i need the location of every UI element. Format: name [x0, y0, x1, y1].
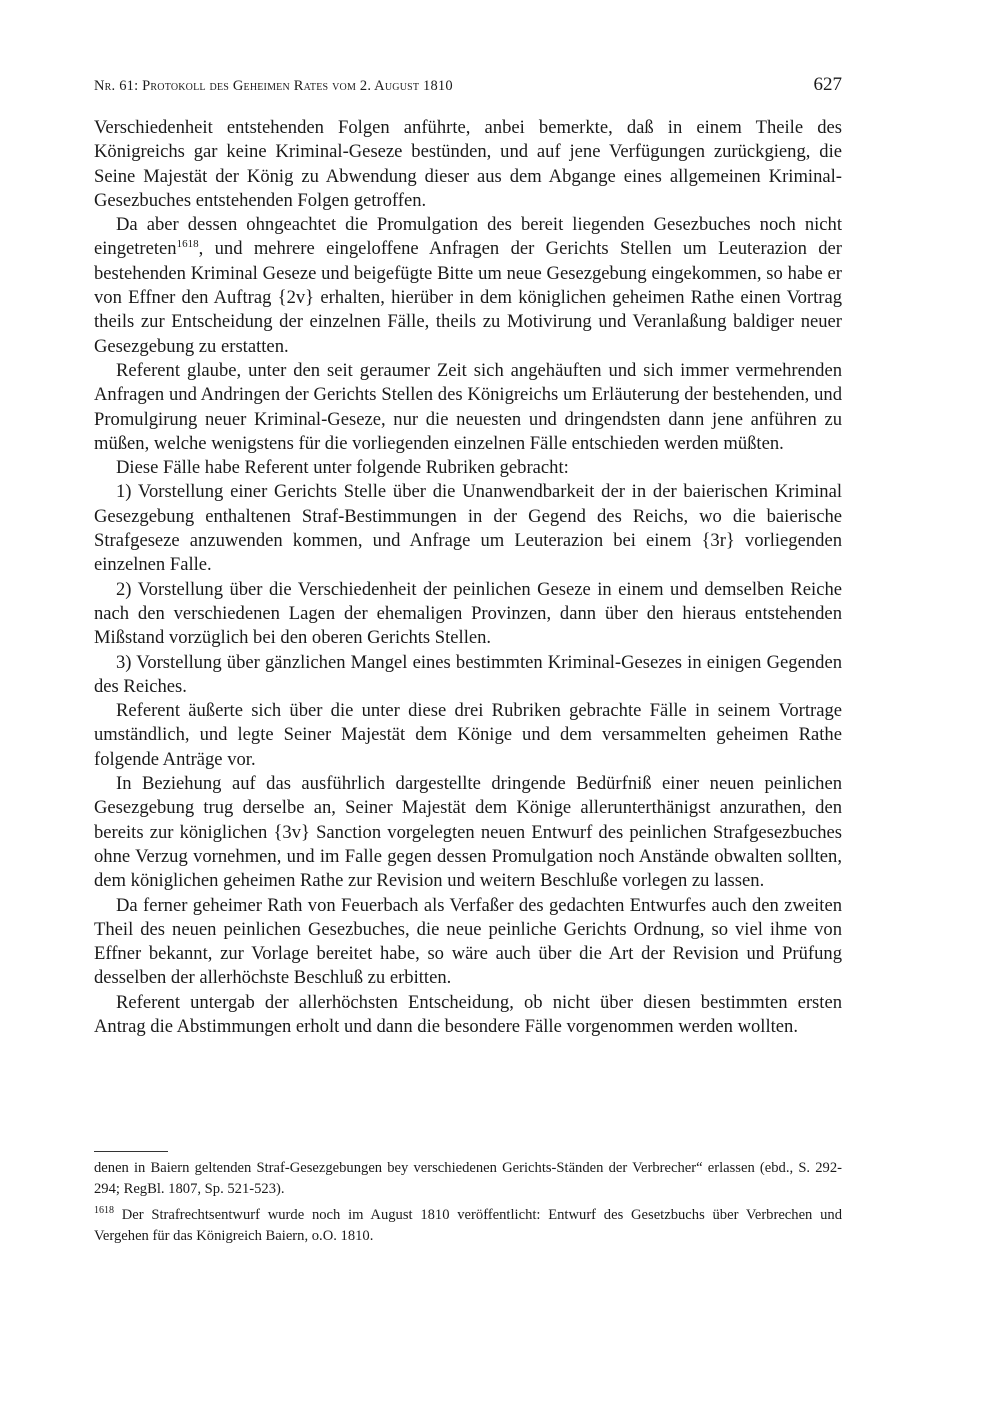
footnotes: [94, 1158, 842, 1252]
footnote-divider: [94, 1151, 168, 1152]
running-title: Nr. 61: Protokoll des Geheimen Rates vom 2. August 1810: [94, 78, 453, 94]
paragraph-text: , und mehrere eingeloffene Anfragen der Gerichts Stellen um Leuterazion der bestehenden Kriminal Geseze und beigefügte Bitte um neue Gesezgebung eingekommen, so habe er von Effner den Auftrag {2v} erhalten, hierüber in dem königlichen geheimen Rathe einen Vortrag theils zur Entscheidung der einzelnen Fälle, theils zu Motivirung und Veranlaßung baldiger neuer Gesezgebung zu erstatten.: [94, 238, 842, 357]
paragraph: In Beziehung auf das ausführlich dargestellte dringende Bedürfniß einer neuen peinlichen Gesezgebung trug derselbe an, Seiner Majestät dem Könige allerunterthänigst anzurathen, den bereits zur königlichen {3v} Sanction vorgelegten neuen Entwurf des peinlichen Strafgesezbuches ohne Verzug vornehmen, und im Falle gegen dessen Promulgation noch Anstände obwalten sollten, dem königlichen geheimen Rathe zur Revision und weitern Beschluße vorlegen zu lassen.: [94, 773, 842, 892]
footnote-continuation: denen in Baiern geltenden Straf-Gesezgebungen bey verschiedenen Gerichts-Ständen der Verbrecher“ erlassen (ebd., S. 292-294; RegBl. 1807, Sp. 521-523).: [94, 1160, 842, 1197]
paragraph: 2) Vorstellung über die Verschiedenheit der peinlichen Geseze in einem und demselben Reiche nach den verschiedenen Lagen der ehemaligen Provinzen, dann über den hieraus entstehenden Mißstand vorzüglich bei den oberen Gerichts Stellen.: [94, 578, 842, 649]
footnote-text: Der Strafrechtsentwurf wurde noch im August 1810 veröffentlicht: Entwurf des Gesetzbuchs über Verbrechen und Vergehen für das Königreich Baiern, o.O. 1810.: [94, 1207, 842, 1244]
paragraph: [94, 213, 842, 359]
paragraph: 3) Vorstellung über gänzlichen Mangel eines bestimmten Kriminal-Gesezes in einigen Gegenden des Reiches.: [94, 651, 842, 697]
main-text: [94, 116, 842, 1039]
footnote-1618: [94, 1205, 842, 1246]
paragraph: 1) Vorstellung einer Gerichts Stelle über die Unanwendbarkeit der in der baierischen Kriminal Gesezgebung enthaltenen Straf-Bestimmungen in der Gegend des Reichs, wo die baierische Strafgeseze anzuwenden kommen, und Anfrage um Leuterazion bei einem {3r} vorliegenden einzelnen Falle.: [94, 481, 842, 576]
footnote-number: 1618: [94, 1205, 114, 1217]
paragraph: Da ferner geheimer Rath von Feuerbach als Verfaßer des gedachten Entwurfes auch den zweiten Theil des neuen peinlichen Gesezbuches, die neue peinliche Gerichts Ordnung, so viel ihme von Effner bekannt, zur Vorlage bereitet habe, so wäre auch über die Art der Revision und Prüfung desselben der allerhöchste Beschluß zu erbitten.: [94, 894, 842, 989]
page-number: 627: [813, 74, 842, 95]
footnote-marker[interactable]: 1618: [176, 238, 199, 251]
page-header: [94, 74, 842, 100]
paragraph: Referent untergab der allerhöchsten Entscheidung, ob nicht über diesen bestimmten ersten Antrag die Abstimmungen erholt und dann die besondere Fälle vorgenommen werden wollten.: [94, 991, 842, 1037]
paragraph: Verschiedenheit entstehenden Folgen anführte, anbei bemerkte, daß in einem Theile des Königreichs gar keine Kriminal-Geseze bestünden, und auf jene Verfügungen zurückgieng, die Seine Majestät der König zu Abwendung dieser aus dem Abgange eines allgemeinen Kriminal-Gesezbuches entstehenden Folgen getroffen.: [94, 117, 842, 211]
paragraph-text: Da aber dessen ohngeachtet die Promulgation des bereit liegenden Gesezbuches noch nicht eingetreten: [94, 214, 842, 260]
paragraph: Referent äußerte sich über die unter diese drei Rubriken gebrachte Fälle in seinem Vortrage umständlich, und legte Seiner Majestät dem Könige und dem versammelten geheimen Rathe folgende Anträge vor.: [94, 700, 842, 770]
paragraph: Referent glaube, unter den seit geraumer Zeit sich angehäuften und sich immer vermehrenden Anfragen und Andringen der Gerichts Stellen des Königreichs um Erläuterung der bestehenden, und Promulgirung neuer Kriminal-Geseze, nur die neuesten und dringendsten dann jene anführen zu müßen, welche wenigstens für die vorliegenden einzelnen Fälle entschieden werden müßten.: [94, 359, 842, 454]
paragraph: Diese Fälle habe Referent unter folgende Rubriken gebracht:: [116, 457, 569, 479]
